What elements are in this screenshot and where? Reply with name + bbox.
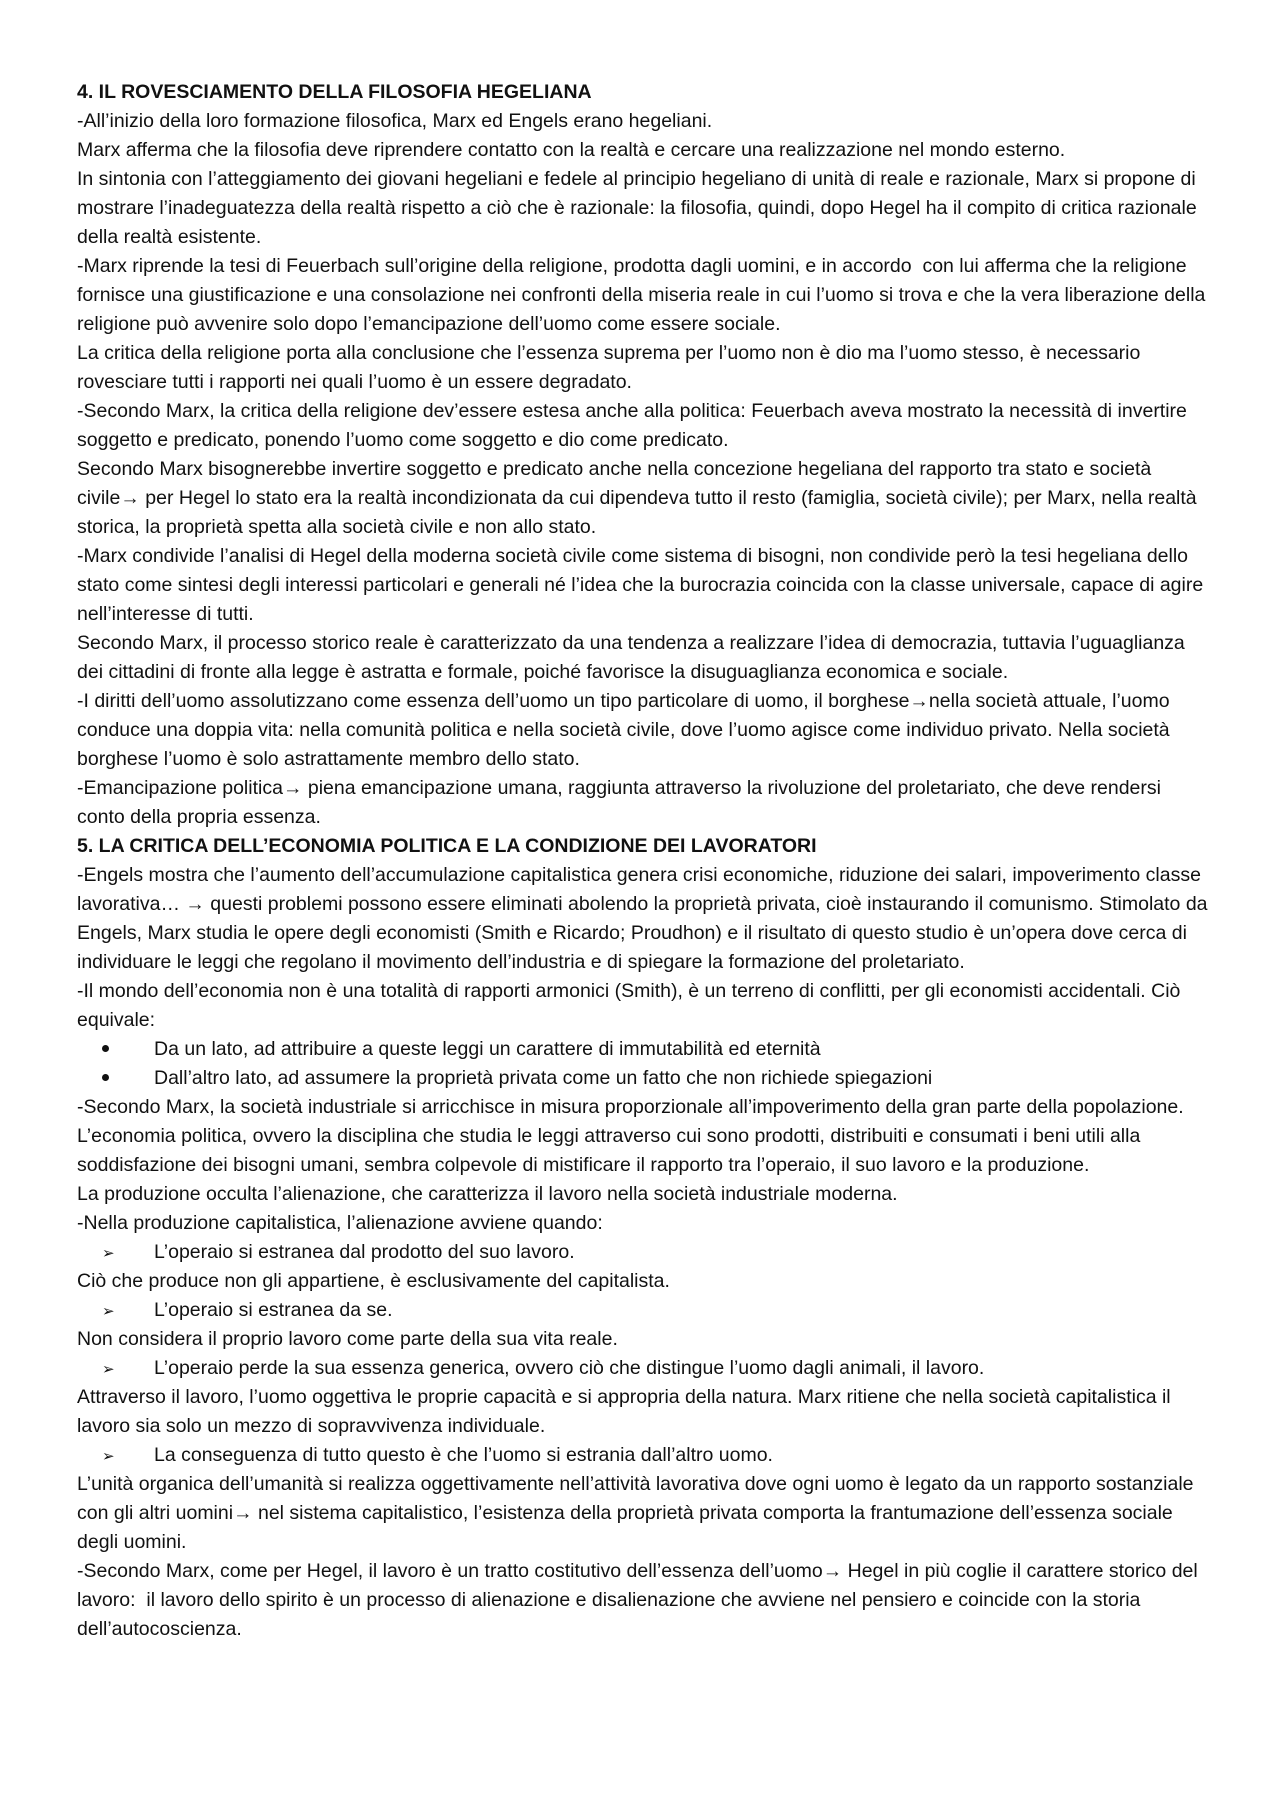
bullet-item xyxy=(77,1035,1212,1064)
paragraph: Ciò che produce non gli appartiene, è esclusivamente del capitalista. xyxy=(77,1270,670,1292)
paragraph: -Emancipazione politica→ piena emancipazione umana, raggiunta attraverso la rivoluzione del proletariato, che deve rendersi conto della propria essenza. xyxy=(77,777,1167,828)
section-4-title: 4. IL ROVESCIAMENTO DELLA FILOSOFIA HEGELIANA xyxy=(77,81,592,103)
paragraph: -Secondo Marx, la società industriale si arricchisce in misura proporzionale all’impoverimento della gran parte della popolazione. L’economia politica, ovvero la disciplina che studia le leggi attraverso cui sono prodotti, distribuiti e consumati i beni utili alla soddisfazione dei bisogni umani, sembra colpevole di mistificare il rapporto tra l’operaio, il suo lavoro e la produzione. xyxy=(77,1096,1190,1176)
arrowhead-icon: ➢ xyxy=(102,1245,115,1262)
bullet-item xyxy=(77,1064,1212,1093)
paragraph: La produzione occulta l’alienazione, che caratterizza il lavoro nella società industriale moderna. xyxy=(77,1183,898,1205)
paragraph: Secondo Marx bisognerebbe invertire soggetto e predicato anche nella concezione hegeliana del rapporto tra stato e società civile→ per Hegel lo stato era la realtà incondizionata da cui dipendeva tutto il resto (famiglia, società civile); per Marx, nella realtà storica, la proprietà spetta alla società civile e non allo stato. xyxy=(77,458,1203,538)
arrowhead-icon: ➢ xyxy=(102,1361,115,1378)
arrowhead-icon: ➢ xyxy=(102,1303,115,1320)
arrow-bullet-text: L’operaio si estranea dal prodotto del suo lavoro. xyxy=(154,1241,575,1263)
arrow-bullet-text: L’operaio perde la sua essenza generica, ovvero ciò che distingue l’uomo dagli animali, il lavoro. xyxy=(154,1357,985,1379)
paragraph: In sintonia con l’atteggiamento dei giovani hegeliani e fedele al principio hegeliano di unità di reale e razionale, Marx si propone di mostrare l’inadeguatezza della realtà rispetto a ciò che è razionale: la filosofia, quindi, dopo Hegel ha il compito di critica razionale della realtà esistente. xyxy=(77,168,1203,248)
paragraph: -All’inizio della loro formazione filosofica, Marx ed Engels erano hegeliani. xyxy=(77,110,713,132)
paragraph: -Marx riprende la tesi di Feuerbach sull’origine della religione, prodotta dagli uomini, e in accordo con lui afferma che la religione fornisce una giustificazione e una consolazione nei confronti della miseria reale in cui l’uomo si trova e che la vera liberazione della religione può avvenire solo dopo l’emancipazione dell’uomo come essere sociale. xyxy=(77,255,1211,335)
paragraph: La critica della religione porta alla conclusione che l’essenza suprema per l’uomo non è dio ma l’uomo stesso, è necessario rovesciare tutti i rapporti nei quali l’uomo è un essere degradato. xyxy=(77,342,1146,393)
bullet-icon xyxy=(102,1035,142,1064)
paragraph: Secondo Marx, il processo storico reale è caratterizzato da una tendenza a realizzare l’idea di democrazia, tuttavia l’uguaglianza dei cittadini di fronte alla legge è astratta e formale, poiché favorisce la disuguaglianza economica e sociale. xyxy=(77,632,1191,683)
paragraph: L’unità organica dell’umanità si realizza oggettivamente nell’attività lavorativa dove ogni uomo è legato da un rapporto sostanziale con gli altri uomini→ nel sistema capitalistico, l’esistenza della proprietà privata comporta la frantumazione dell’essenza sociale degli uomini. xyxy=(77,1473,1199,1553)
paragraph: -I diritti dell’uomo assolutizzano come essenza dell’uomo un tipo particolare di uomo, il borghese→nella società attuale, l’uomo conduce una doppia vita: nella comunità politica e nella società civile, dove l’uomo agisce come individuo privato. Nella società borghese l’uomo è solo astrattamente membro dello stato. xyxy=(77,690,1176,770)
paragraph: -Secondo Marx, come per Hegel, il lavoro è un tratto costitutivo dell’essenza dell’uomo→ Hegel in più coglie il carattere storico del lavoro: il lavoro dello spirito è un processo di alienazione e disalienazione che avviene nel pensiero e coincide con la storia dell’autocoscienza. xyxy=(77,1560,1204,1640)
arrow-bullet-text: L’operaio si estranea da se. xyxy=(154,1299,393,1321)
arrow-bullet-text: La conseguenza di tutto questo è che l’uomo si estrania dall’altro uomo. xyxy=(154,1444,773,1466)
paragraph: -Secondo Marx, la critica della religione dev’essere estesa anche alla politica: Feuerbach aveva mostrato la necessità di invertire soggetto e predicato, ponendo l’uomo come soggetto e dio come predicato. xyxy=(77,400,1193,451)
bullet-icon xyxy=(102,1064,142,1093)
arrow-bullet-item xyxy=(77,1238,1212,1267)
paragraph: -Nella produzione capitalistica, l’alienazione avviene quando: xyxy=(77,1212,603,1234)
bullet-text: Dall’altro lato, ad assumere la proprietà privata come un fatto che non richiede spiegazioni xyxy=(154,1067,933,1089)
section-5-title: 5. LA CRITICA DELL’ECONOMIA POLITICA E LA CONDIZIONE DEI LAVORATORI xyxy=(77,835,817,857)
arrow-bullet-item xyxy=(77,1354,1212,1383)
paragraph: -Marx condivide l’analisi di Hegel della moderna società civile come sistema di bisogni, non condivide però la tesi hegeliana dello stato come sintesi degli interessi particolari e generali né l’idea che la burocrazia coincida con la classe universale, capace di agire nell’interesse di tutti. xyxy=(77,545,1209,625)
paragraph: Attraverso il lavoro, l’uomo oggettiva le proprie capacità e si appropria della natura. Marx ritiene che nella società capitalistica il lavoro sia solo un mezzo di sopravvivenza individuale. xyxy=(77,1386,1177,1437)
bullet-text: Da un lato, ad attribuire a queste leggi un carattere di immutabilità ed eternità xyxy=(154,1038,821,1060)
arrow-bullet-item xyxy=(77,1441,1212,1470)
document-page xyxy=(77,78,1212,1644)
paragraph: -Engels mostra che l’aumento dell’accumulazione capitalistica genera crisi economiche, riduzione dei salari, impoverimento classe lavorativa… → questi problemi possono essere eliminati abolendo la proprietà privata, cioè instaurando il comunismo. Stimolato da Engels, Marx studia le opere degli economisti (Smith e Ricardo; Proudhon) e il risultato di questo studio è un’opera dove cerca di individuare le leggi che regolano il movimento dell’industria e di spiegare la formazione del proletariato. xyxy=(77,864,1213,973)
paragraph: Non considera il proprio lavoro come parte della sua vita reale. xyxy=(77,1328,618,1350)
arrowhead-icon: ➢ xyxy=(102,1448,115,1465)
arrow-bullet-item xyxy=(77,1296,1212,1325)
paragraph: Marx afferma che la filosofia deve riprendere contatto con la realtà e cercare una realizzazione nel mondo esterno. xyxy=(77,139,1066,161)
paragraph: -Il mondo dell’economia non è una totalità di rapporti armonici (Smith), è un terreno di conflitti, per gli economisti accidentali. Ciò equivale: xyxy=(77,980,1186,1031)
